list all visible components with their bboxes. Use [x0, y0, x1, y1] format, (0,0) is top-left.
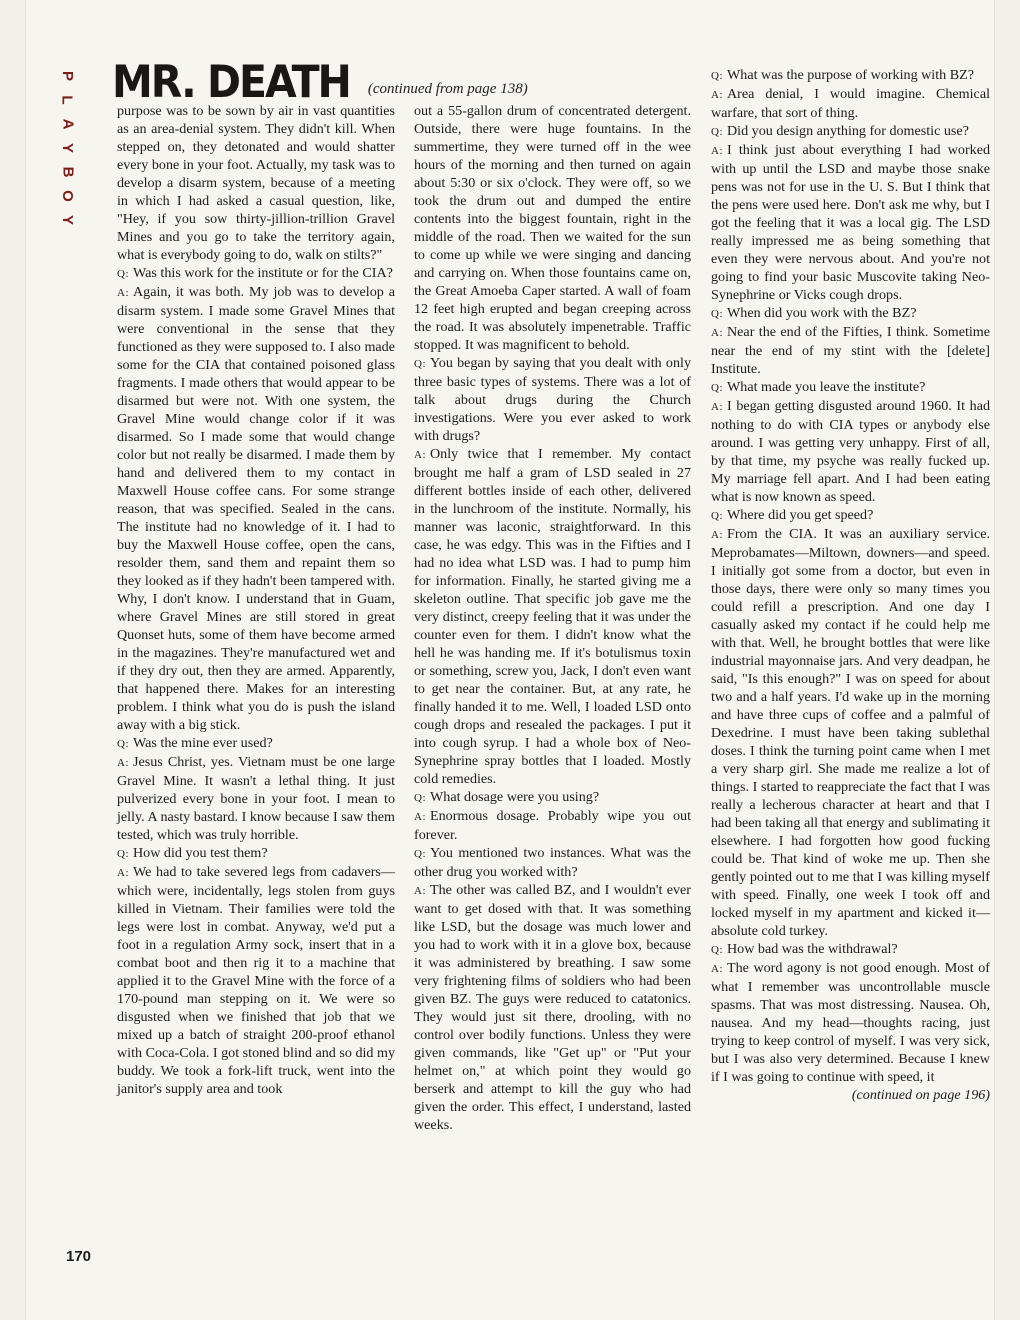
answer-label: A: [414, 449, 426, 461]
paragraph-text: Did you design anything for domestic use? [727, 123, 969, 139]
spine-letter: Y [58, 214, 76, 226]
question-label: Q: [117, 738, 129, 750]
headline-block [112, 56, 528, 108]
answer-paragraph [711, 397, 990, 506]
answer-paragraph [117, 863, 395, 1098]
article-title: MR. DEATH [112, 56, 350, 108]
question-label: Q: [711, 70, 723, 82]
answer-label: A: [117, 867, 129, 879]
spine-letter: L [58, 95, 76, 105]
paragraph-text: How did you test them? [133, 845, 268, 861]
answer-paragraph [117, 753, 395, 844]
question-label: Q: [711, 308, 723, 320]
answer-paragraph [711, 959, 990, 1086]
answer-label: A: [711, 529, 723, 541]
answer-paragraph [711, 85, 990, 122]
answer-paragraph [711, 141, 990, 304]
answer-label: A: [711, 327, 723, 339]
paragraph-text: Enormous dosage. Probably wipe you out forever. [414, 808, 691, 843]
continued-on-note: (continued on page 196) [851, 1087, 990, 1103]
continued-from-note: (continued from page 138) [367, 81, 528, 97]
magazine-page [26, 0, 994, 1320]
answer-label: A: [414, 885, 426, 897]
question-label: Q: [711, 944, 723, 956]
paragraph-text: What made you leave the institute? [727, 379, 926, 395]
question-paragraph [414, 354, 691, 445]
answer-label: A: [711, 89, 723, 101]
column-2 [414, 102, 691, 1134]
question-label: Q: [711, 126, 723, 138]
question-paragraph [414, 788, 691, 807]
answer-label: A: [711, 401, 723, 413]
question-paragraph [117, 264, 395, 283]
paragraph-text: When did you work with the BZ? [727, 305, 917, 321]
answer-paragraph [117, 283, 395, 734]
question-paragraph [711, 378, 990, 397]
spine-letter: Y [58, 142, 76, 154]
paragraph-text: We had to take severed legs from cadavers—which were, incidentally, legs stolen from guys killed in Vietnam. Their families were told the legs were lost in combat. Anyway, we'd put a foot in a regulation Army sock, insert that in a combat boot and then rig it to a machine that applied it to the Gravel Mine with the force of a 170-pound man stepping on it. We were so disgusted when we finished that job that we mixed up a batch of straight 200-proof ethanol with Coca-Cola. I got stoned blind and so did my buddy. We took a fork-lift truck, went into the janitor's supply area and took [117, 864, 395, 1097]
spine-letter: A [59, 118, 76, 130]
paragraph-text: How bad was the withdrawal? [727, 941, 898, 957]
spine-letter: P [58, 70, 76, 82]
answer-label: A: [117, 287, 129, 299]
question-label: Q: [414, 358, 426, 370]
answer-paragraph [414, 807, 691, 844]
question-label: Q: [711, 382, 723, 394]
question-paragraph [117, 734, 395, 753]
question-paragraph [414, 844, 691, 881]
question-paragraph [117, 844, 395, 863]
question-paragraph [711, 940, 990, 959]
paragraph-text: You mentioned two instances. What was the other drug you worked with? [414, 845, 691, 880]
page-number: 170 [66, 1248, 92, 1265]
answer-label: A: [711, 145, 723, 157]
question-label: Q: [414, 792, 426, 804]
paragraph-text: Only twice that I remember. My contact brought me half a gram of LSD sealed in 27 different bottles inside of each other, delivered in the lunchroom of the institute. Normally, his manner was laconic, straightforward. In this case, he was edgy. This was in the Fifties and I had no idea what LSD was. I had to pump him for information. Finally, he started giving me a skeleton outline. That specific job gave me the very distinct, creepy feeling that it was under the counter even for them. I didn't know what the hell he was handing me. If it's botulismus toxin or something, screw you, Jack, I don't even want to get near the container. But, at any rate, he finally handed it to me. Well, I loaded LSD onto cough drops and resealed the packages. I put it into cough syrup. I had a whole box of Neo-Synephrine spray bottles that I loaded. Mostly cold remedies. [414, 446, 691, 787]
paragraph-text: Was the mine ever used? [133, 735, 273, 751]
question-paragraph [711, 304, 990, 323]
paragraph-text: From the CIA. It was an auxiliary service. Meprobamates—Miltown, downers—and speed. I initially got some from a doctor, but even in those days, there were only so many times you could refill a prescription. And one day I casually asked my contact if he could help me with that. Well, he brought bottles that were like industrial mayonnaise jars. And very deadpan, he said, "Is this enough?" I was on speed for about two and a half years. I'd wake up in the morning and have three cups of coffee and a palmful of Dexedrine. I must have been taking sublethal doses. I think the turning point came when I met a very sharp girl. She made me realize a lot of things. I started to reappreciate the fact that I was really a lecherous character at heart and that I had been taking all that energy and sublimating it elsewhere. I had forgotten how good fucking could be. That kind of woke me up. Then she gently pointed out to me that I was killing myself with speed. Finally, one week I took off and locked myself in my apartment and kicked it—absolute cold turkey. [711, 526, 990, 939]
question-label: Q: [711, 510, 723, 522]
paragraph-text: Area denial, I would imagine. Chemical warfare, that sort of thing. [711, 86, 990, 121]
question-label: Q: [414, 848, 426, 860]
question-label: Q: [117, 848, 129, 860]
masthead-spine [56, 64, 78, 232]
paragraph-text: I think just about everything I had worked with up until the LSD and maybe those snake pens was not for use in the U. S. But I think that the pens were used here. Don't ask me why, but I got the feeling that it was a local gig. The LSD really impressed me as being something that even they were nervous about. And you're not going to find your basic Muscovite taking Neo-Synephrine or Vicks cough drops. [711, 142, 990, 303]
paragraph-text: Near the end of the Fifties, I think. Sometime near the end of my stint with the [delete] Institute. [711, 324, 990, 377]
column-1 [117, 102, 395, 1098]
paragraph-text: The other was called BZ, and I wouldn't ever want to get dosed with that. It was something like LSD, but the dosage was much lower and you had to work with it in a glove box, because it was administered by breathing. I saw some very frightening films of soldiers who had been given BZ. The guys were reduced to catatonics. They would just sit there, drooling, with no control over bodily functions. Unless they were given commands, like "Get up" or "Put your helmet on," at which point they would go berserk and attempt to kill the guy who had given the order. This effect, I understand, lasted weeks. [414, 882, 691, 1133]
question-paragraph [711, 506, 990, 525]
paragraph-text: Again, it was both. My job was to develop a disarm system. I made some Gravel Mines that were conventional in the sense that they functioned as they were supposed to. I also made some for the CIA that contained poisoned glass fragments. I made others that would appear to be disarmed but were not. With one system, the Gravel Mine would change color if it was disarmed. So I made some that would change color but not really be disarmed. I made them by hand and delivered them to my contact in Maxwell House coffee cans. For some strange reason, that was specified. Sealed in the cans. The institute had no knowledge of it. I had to buy the Maxwell House coffee, open the cans, resolder them, sand them and repaint them so they looked as if they hadn't been tampered with. Why, I don't know. I understand that in Guam, where Gravel Mines are still stored in great Quonset huts, some of them have become armed in the magazines. They're manufactured wet and if they dry out, then they are armed. Apparently, that happened there. Makes for an interesting problem. I think what you do is push the island away with a big stick. [117, 284, 395, 733]
paragraph-text: You began by saying that you dealt with only three basic types of systems. There was a lot of talk about drugs during the Church investigations. Were you ever asked to work with drugs? [414, 355, 691, 444]
paragraph-text: Jesus Christ, yes. Vietnam must be one large Gravel Mine. It wasn't a lethal thing. It just pulverized every bone in your foot. I mean to jelly. A nasty bastard. I know because I saw them tested, which was truly horrible. [117, 754, 395, 843]
spine-letter: B [59, 166, 76, 178]
answer-paragraph [414, 445, 691, 788]
answer-paragraph [414, 881, 691, 1134]
answer-label: A: [117, 757, 129, 769]
question-paragraph [711, 122, 990, 141]
answer-label: A: [711, 963, 723, 975]
paragraph-text: What dosage were you using? [430, 789, 600, 805]
paragraph-text: I began getting disgusted around 1960. It had nothing to do with CIA types or anybody else around. I was getting very unhappy. First of all, by that time, my psyche was really fucked up. My marriage fell apart. And I had been eating what is now known as speed. [711, 398, 990, 505]
question-paragraph [711, 66, 990, 85]
paragraph-text: Was this work for the institute or for the CIA? [133, 265, 393, 281]
answer-paragraph [711, 323, 990, 378]
paragraph-text: purpose was to be sown by air in vast quantities as an area-denial system. They didn't kill. When stepped on, they detonated and would shatter every bone in your foot. Actually, my task was to develop a disarm system, because of a meeting in which I had asked a casual question, like, "Hey, if you sow thirty-jillion-trillion Gravel Mines and you go to take the territory again, what is everybody going to do, walk on stilts?" [117, 103, 395, 263]
body-paragraph [414, 102, 691, 354]
body-paragraph [117, 102, 395, 264]
paragraph-text: The word agony is not good enough. Most of what I remember was uncontrollable muscle spasms. That was most distressing. Nausea. Oh, nausea. And my head—thoughts racing, just trying to keep control of myself. I was very sick, but I was also very determined. Because I knew if I was going to continue with speed, it [711, 960, 990, 1085]
paragraph-text: What was the purpose of working with BZ? [727, 67, 974, 83]
paragraph-text: out a 55-gallon drum of concentrated detergent. Outside, there were huge fountains. In the summertime, they were turned off in the wee hours of the morning and then turned on again about 5:30 or six o'clock. They were off, so we took the drum out and dumped the entire contents into the biggest fountain, right in the middle of the road. Then we waited for the sun to come up while we were singing and dancing and carrying on. When those fountains came on, the Great Amoeba Caper started. A wall of foam 12 feet high erupted and began creeping across the road. It was absolutely impenetrable. Traffic stopped. It was magnificent to behold. [414, 103, 691, 353]
column-3 [711, 66, 990, 1104]
question-label: Q: [117, 268, 129, 280]
spine-letter: O [58, 190, 76, 202]
paragraph-text: Where did you get speed? [727, 507, 874, 523]
answer-paragraph [711, 525, 990, 940]
answer-label: A: [414, 811, 426, 823]
